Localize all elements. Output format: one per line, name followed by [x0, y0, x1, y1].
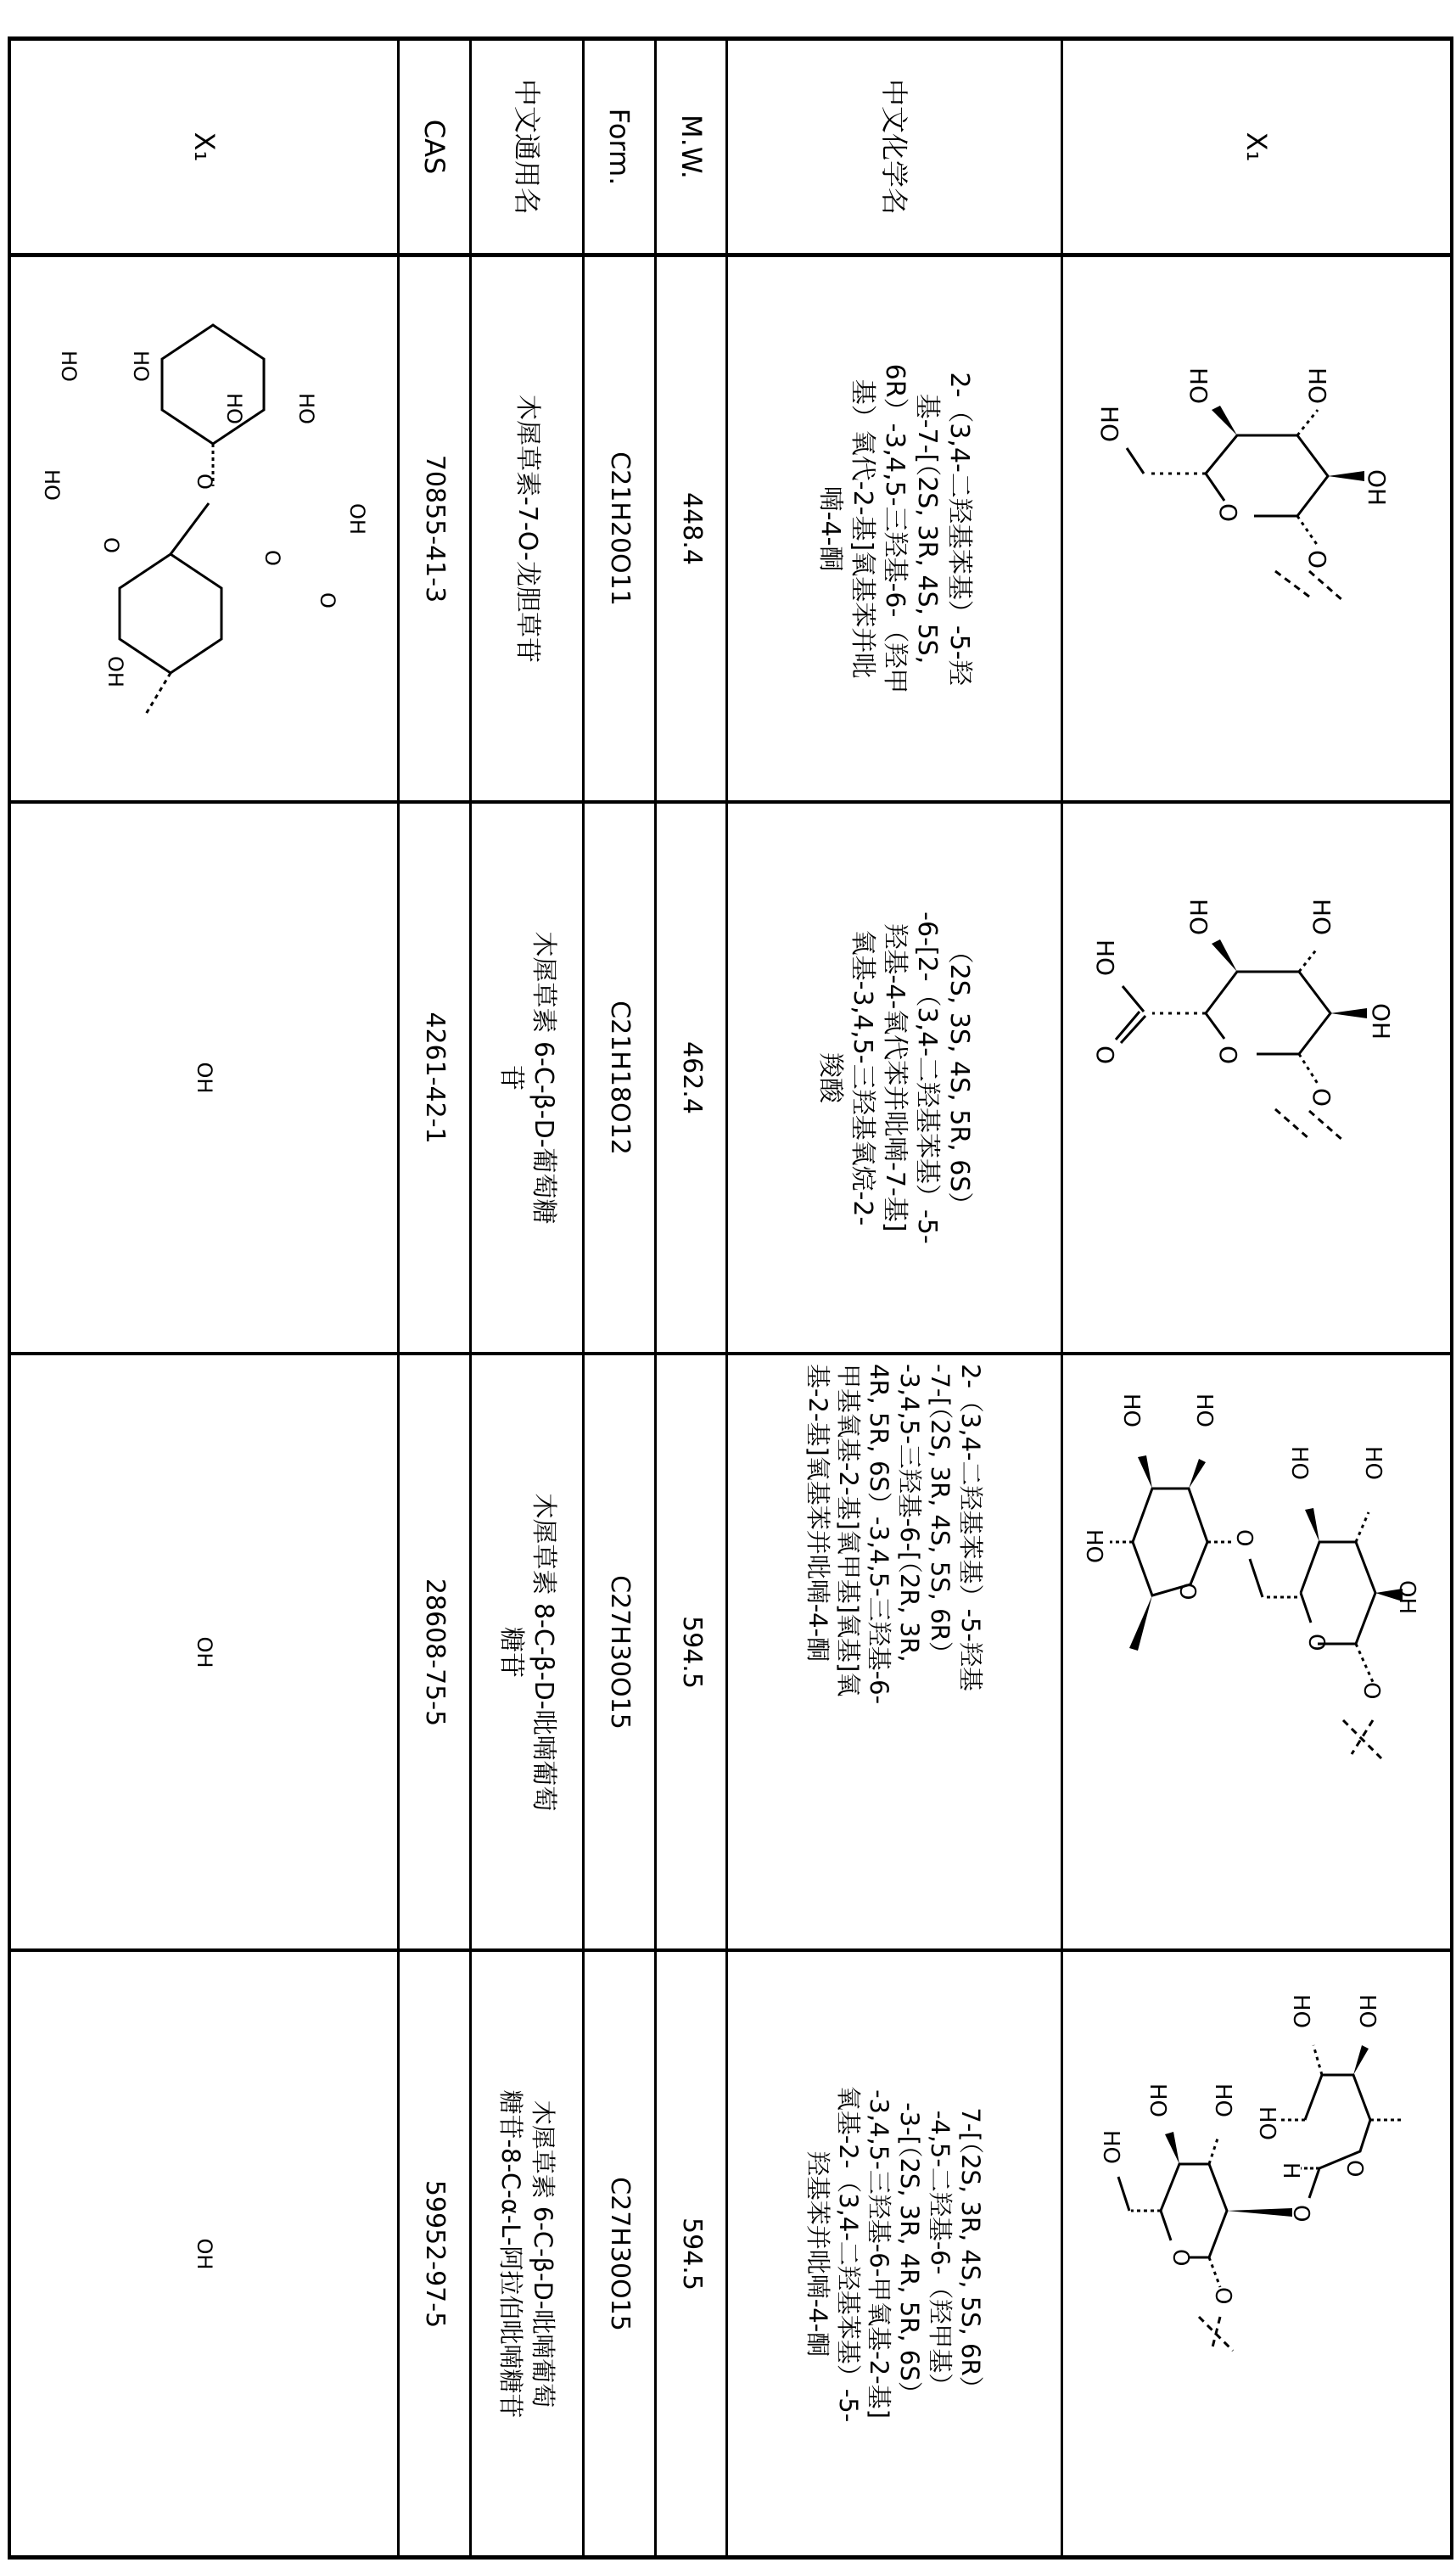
row4-cas — [400, 1952, 469, 2555]
chemical-name-line: -3,4,5-三羟基-6-[（2R, 3R, — [895, 1363, 924, 1662]
chemical-name-line: 羟基-4-氧代苯并吡喃-7-基] — [880, 923, 910, 1232]
formula-value: C21H20O11 — [605, 451, 635, 606]
svg-text:HO: HO — [40, 469, 64, 501]
row4-x1-right-structure — [1063, 1952, 1450, 2555]
svg-text:O: O — [1358, 1682, 1384, 1700]
mw-value: 462.4 — [676, 1041, 707, 1114]
svg-text:HO: HO — [1286, 1446, 1312, 1481]
svg-text:HO: HO — [294, 393, 318, 424]
svg-text:OH: OH — [1394, 1580, 1420, 1615]
row4-formula — [585, 1952, 654, 2555]
formula-value: C27H30O15 — [605, 2176, 635, 2331]
svg-text:O: O — [1174, 1583, 1200, 1601]
header-label: M.W. — [675, 115, 708, 179]
svg-text:HO: HO — [1308, 899, 1336, 936]
chemical-name-line: 基-2-基]氧基苯并吡喃-4-酮 — [804, 1363, 832, 1662]
cas-value: 4261-42-1 — [420, 1012, 450, 1144]
cas-value: 28608-75-5 — [420, 1578, 450, 1726]
svg-text:HO: HO — [1098, 2130, 1123, 2165]
chemical-name-line: 4R, 5R, 6S）-3,4,5-三羟基-6- — [865, 1363, 893, 1704]
table-border-bottom — [8, 2555, 1452, 2560]
chemical-name-line: -7-[（2S, 3R, 4S, 5S, 6R） — [926, 1363, 955, 1666]
row4-mw — [657, 1952, 725, 2555]
row4-common-name — [472, 1952, 582, 2555]
chemical-name-line: 基）氧代-2-基]氧基苯并吡 — [848, 378, 877, 679]
chemical-name-line: -4,5-二羟基-6-（羟甲基） — [926, 2110, 955, 2397]
svg-text:H: H — [1278, 2162, 1303, 2179]
row1-x1-left-structure — [11, 257, 397, 800]
svg-text:HO: HO — [222, 393, 246, 424]
svg-text:O: O — [1303, 550, 1331, 569]
row2-mw — [657, 804, 725, 1352]
cas-value: 59952-97-5 — [420, 2179, 450, 2328]
svg-text:OH: OH — [1367, 1003, 1395, 1040]
chemical-name-line: -3-[（2S, 3R, 4R, 5R, 6S） — [895, 2101, 924, 2406]
row1-mw — [657, 257, 725, 800]
mw-value: 594.5 — [676, 2217, 707, 2290]
row1-formula — [585, 257, 654, 800]
svg-text:HO: HO — [1210, 2083, 1235, 2118]
svg-text:O: O — [1341, 2160, 1367, 2178]
svg-text:O: O — [316, 592, 339, 608]
formula-value: C21H18O12 — [605, 1001, 635, 1155]
svg-text:O: O — [1214, 503, 1242, 523]
svg-text:O: O — [193, 474, 216, 490]
chemical-name-line: 6R）-3,4,5-三羟基-6-（羟甲 — [880, 363, 910, 694]
svg-text:OH: OH — [345, 503, 369, 535]
neohesperidosyl-structure-icon — [1063, 1952, 1450, 2555]
header-label: Form. — [603, 108, 636, 186]
row2-common-name — [472, 804, 582, 1352]
svg-text:HO: HO — [1354, 1994, 1380, 2029]
common-name-line: 糖苷 — [496, 1626, 526, 1678]
svg-text:HO: HO — [1081, 1529, 1106, 1564]
common-name-line: 糖苷-8-C-α-L-阿拉伯吡喃糖苷 — [496, 2089, 525, 2418]
svg-text:HO: HO — [1191, 1393, 1217, 1428]
chemical-name-line: 甲基氧基-2-基]氧甲基]氧基]氧 — [834, 1363, 863, 1696]
header-common-name — [472, 41, 582, 253]
chemical-name-line: 基-7-[（2S, 3R, 4S, 5S, — [912, 393, 942, 664]
row2-chemical-name — [728, 804, 1061, 1352]
chemical-name-line: （2S, 3S, 4S, 5R, 6S） — [944, 938, 974, 1218]
mw-value: 594.5 — [676, 1615, 707, 1689]
row3-common-name — [472, 1355, 582, 1948]
chemical-name-line: 喃-4-酮 — [815, 485, 845, 572]
row1-chemical-name — [728, 257, 1061, 800]
row1-x1-right-structure — [1063, 257, 1450, 800]
row3-mw — [657, 1355, 725, 1948]
cas-value: 70855-41-3 — [420, 454, 450, 603]
svg-text:HO: HO — [1288, 1994, 1313, 2029]
svg-text:O: O — [1303, 1634, 1329, 1651]
common-name-line: 木犀草素 6-C-β-D-葡萄糖 — [529, 931, 558, 1225]
gentiobiosyl-structure-icon — [11, 257, 397, 800]
svg-text:O: O — [1214, 1046, 1242, 1065]
svg-text:O: O — [99, 537, 123, 553]
chemical-name-line: 羧酸 — [815, 1052, 845, 1103]
chemical-name-line: 7-[（2S, 3R, 4S, 5S, 6R） — [956, 2106, 985, 2401]
svg-text:O: O — [1288, 2205, 1313, 2223]
header-cas — [400, 41, 469, 253]
row1-common-name — [472, 257, 582, 800]
mw-value: 448.4 — [676, 492, 707, 565]
row3-cas — [400, 1355, 469, 1948]
svg-text:O: O — [1091, 1046, 1119, 1065]
oh-label: OH — [192, 2238, 216, 2269]
row3-chemical-name — [728, 1355, 1061, 1948]
header-label: X₁ — [1240, 132, 1273, 162]
oh-label: OH — [192, 1062, 216, 1094]
row1-cas — [400, 257, 469, 800]
svg-text:HO: HO — [1095, 406, 1123, 443]
svg-text:O: O — [1210, 2287, 1235, 2305]
svg-text:O: O — [1168, 2249, 1193, 2267]
header-formula — [585, 41, 654, 253]
common-name-line: 木犀草素 6-C-β-D-吡喃葡萄 — [529, 2100, 557, 2408]
svg-text:OH: OH — [1363, 469, 1391, 507]
row4-chemical-name — [728, 1952, 1061, 2555]
chemical-name-line: -3,4,5-三羟基-6-甲氧基-2-基] — [865, 2089, 893, 2419]
header-x1-right — [1063, 41, 1450, 253]
header-x1-left — [11, 41, 397, 253]
svg-text:HO: HO — [1254, 2106, 1280, 2141]
glucose-structure-icon — [1063, 257, 1450, 800]
row2-x1-right-structure — [1063, 804, 1450, 1352]
chemical-name-line: 2-（3,4-二羟基苯基）-5-羟 — [944, 372, 974, 686]
svg-text:HO: HO — [1118, 1393, 1144, 1428]
header-mw — [657, 41, 725, 253]
formula-value: C27H30O15 — [605, 1574, 635, 1730]
header-label: 中文通用名 — [511, 78, 543, 215]
row3-x1-right-structure — [1063, 1355, 1450, 1948]
row3-x1-left — [11, 1355, 397, 1948]
common-name-line: 苷 — [496, 1065, 526, 1091]
common-name-line: 木犀草素-7-O-龙胆草苷 — [512, 394, 542, 663]
svg-text:HO: HO — [129, 350, 153, 382]
chemical-name-line: -6-[2-（3,4-二羟基苯基）-5- — [912, 911, 942, 1244]
common-name-line: 木犀草素 8-C-β-D-吡喃葡萄 — [529, 1492, 558, 1812]
svg-text:OH: OH — [104, 656, 127, 687]
svg-text:HO: HO — [57, 350, 81, 382]
table-border-right — [1450, 36, 1453, 2560]
row2-cas — [400, 804, 469, 1352]
header-label: CAS — [418, 119, 451, 175]
glucuronic-acid-structure-icon — [1063, 804, 1450, 1352]
svg-text:O: O — [1308, 1088, 1336, 1107]
svg-text:HO: HO — [1184, 899, 1212, 936]
svg-text:O: O — [260, 550, 284, 566]
row3-formula — [585, 1355, 654, 1948]
svg-text:HO: HO — [1303, 367, 1331, 405]
svg-text:O: O — [1231, 1529, 1257, 1547]
oh-label: OH — [192, 1636, 216, 1668]
chemical-name-line: 2-（3,4-二羟基苯基）-5-羟基 — [956, 1363, 985, 1691]
svg-text:HO: HO — [1184, 367, 1212, 405]
row2-formula — [585, 804, 654, 1352]
header-label: 中文化学名 — [878, 78, 910, 215]
svg-text:HO: HO — [1091, 939, 1119, 977]
header-chemical-name — [728, 41, 1061, 253]
row2-x1-left — [11, 804, 397, 1352]
rutinosyl-structure-icon — [1063, 1355, 1450, 1948]
row4-x1-left — [11, 1952, 397, 2555]
chemical-name-line: 氧基-3,4,5-三羟基氧烷-2- — [848, 929, 877, 1226]
header-label: X₁ — [188, 132, 221, 162]
chemical-name-line: 羟基苯并吡喃-4-酮 — [804, 2150, 832, 2357]
chemical-name-line: 氧基-2-（3,4-二羟基苯基）-5- — [834, 2085, 863, 2422]
svg-text:HO: HO — [1360, 1446, 1386, 1481]
svg-text:HO: HO — [1145, 2083, 1170, 2118]
